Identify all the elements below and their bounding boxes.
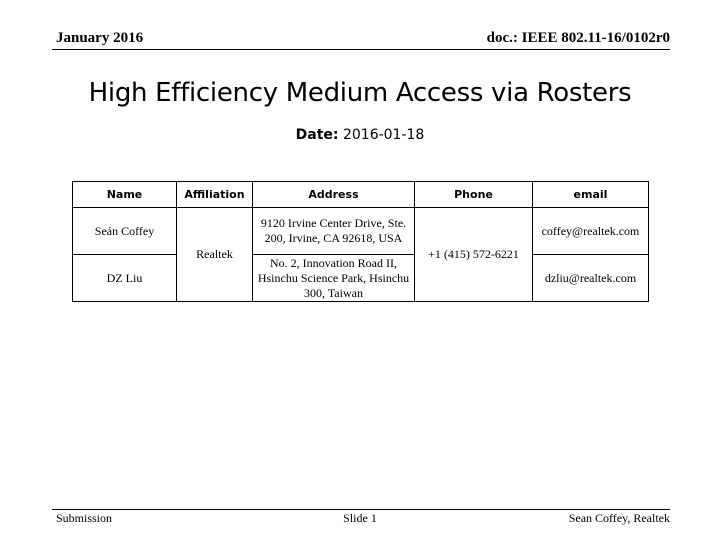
footer-author: Sean Coffey, Realtek <box>568 511 670 525</box>
date-value: 2016-01-18 <box>342 127 425 143</box>
author-address: No. 2, Innovation Road II, Hsinchu Science Park, Hsinchu 300, Taiwan <box>253 255 415 302</box>
table-row <box>73 255 649 302</box>
header-rule <box>52 49 670 50</box>
author-name: Seán Coffey <box>73 208 177 255</box>
header-date: January 2016 <box>56 30 144 46</box>
author-affiliation: Realtek <box>177 208 253 302</box>
author-name: DZ Liu <box>73 255 177 302</box>
header-affiliation: Affiliation <box>177 182 253 208</box>
header-name: Name <box>73 182 177 208</box>
footer-submission: Submission <box>56 511 113 525</box>
footer-rule <box>52 509 670 510</box>
author-email: coffey@realtek.com <box>533 208 649 255</box>
header-email: email <box>533 182 649 208</box>
author-address: 9120 Irvine Center Drive, Ste. 200, Irvine, CA 92618, USA <box>253 208 415 255</box>
date-label: Date: <box>295 127 339 143</box>
header-address: Address <box>253 182 415 208</box>
header-phone: Phone <box>415 182 533 208</box>
authors-table <box>72 181 649 302</box>
table-row <box>73 208 649 255</box>
table-header-row <box>73 182 649 208</box>
header-doc-id: doc.: IEEE 802.11-16/0102r0 <box>486 30 670 46</box>
author-email: dzliu@realtek.com <box>533 255 649 302</box>
date-line <box>0 127 720 143</box>
slide-title: High Efficiency Medium Access via Rosters <box>88 78 632 108</box>
footer-slide-number: Slide 1 <box>343 511 377 525</box>
author-phone: +1 (415) 572-6221 <box>415 208 533 302</box>
